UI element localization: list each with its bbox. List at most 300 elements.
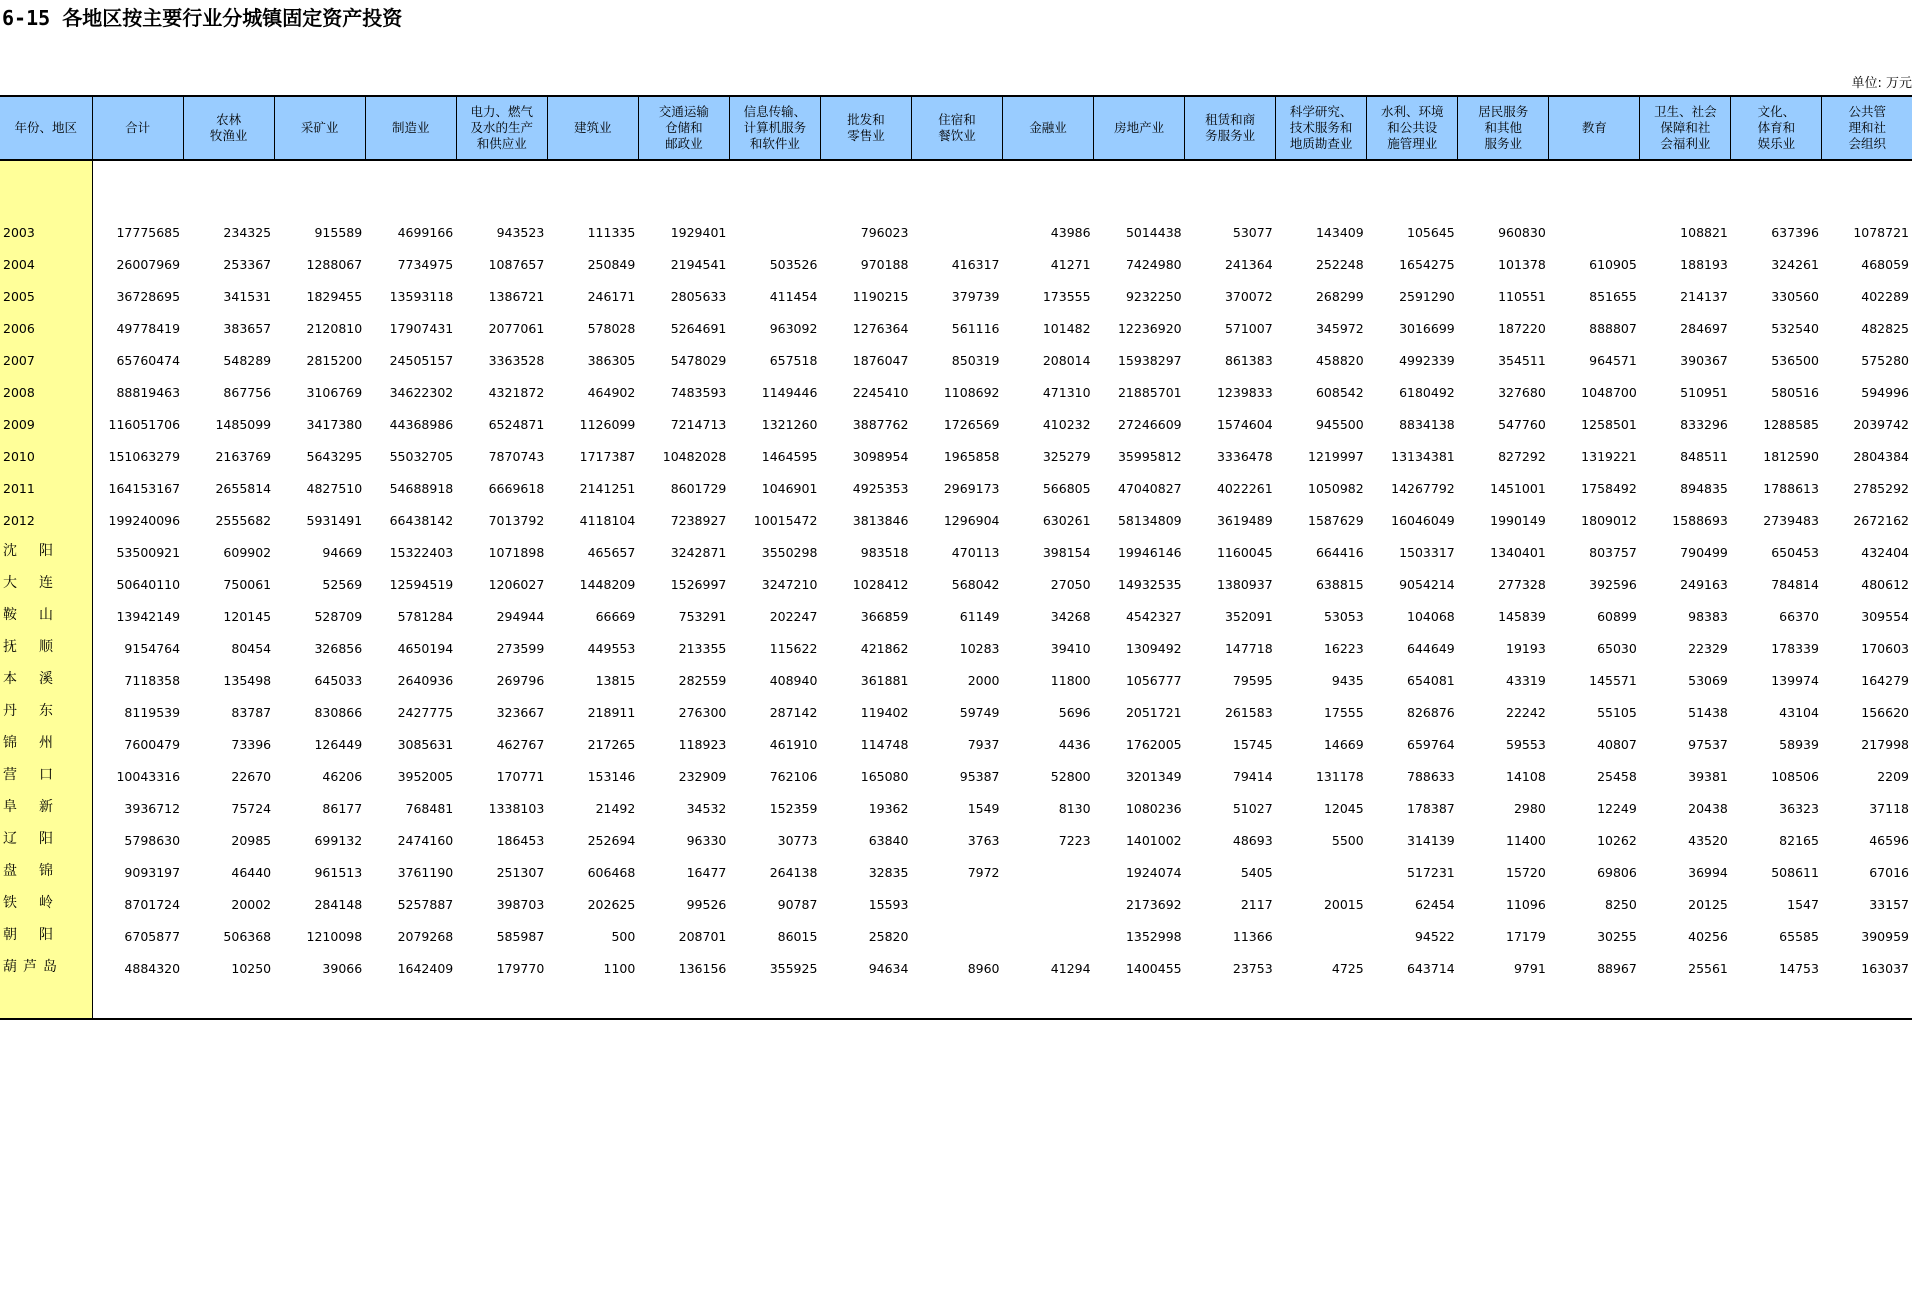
table-cell: 1788613 (1763, 481, 1819, 496)
table-cell: 165080 (860, 769, 909, 784)
table-row (0, 304, 1912, 336)
table-cell: 10283 (959, 641, 1000, 656)
table-cell: 1050982 (1308, 481, 1364, 496)
row-label: 2010 (0, 432, 92, 464)
table-cell: 1340401 (1490, 545, 1546, 560)
table-cell: 3247210 (761, 577, 818, 592)
table-cell: 461910 (769, 737, 818, 752)
row-label: 2008 (0, 368, 92, 400)
column-header: 信息传输、 计算机服务 和软件业 (729, 96, 820, 160)
table-cell: 508611 (1771, 865, 1819, 880)
table-row (0, 720, 1912, 752)
table-cell: 287142 (769, 705, 818, 720)
table-cell (1549, 208, 1640, 240)
table-cell: 284697 (1680, 321, 1728, 336)
table-cell: 7870743 (488, 449, 545, 464)
table-cell: 269796 (496, 673, 545, 688)
table-cell: 43520 (1688, 833, 1728, 848)
table-cell: 16223 (1323, 641, 1364, 656)
table-cell: 830866 (314, 705, 363, 720)
table-cell: 1547 (1787, 897, 1819, 912)
table-cell (1367, 160, 1458, 208)
table-cell: 1464595 (761, 449, 818, 464)
table-cell: 2000 (967, 673, 1000, 688)
table-cell: 44368986 (389, 417, 454, 432)
table-cell: 79595 (1232, 673, 1273, 688)
table-cell (729, 208, 820, 240)
table-cell: 1190215 (852, 289, 909, 304)
table-cell (274, 160, 365, 208)
table-cell: 5931491 (306, 513, 363, 528)
table-cell: 528709 (314, 609, 363, 624)
table-cell: 98383 (1688, 609, 1728, 624)
table-cell: 3417380 (306, 417, 363, 432)
table-cell (274, 976, 365, 1019)
table-cell: 25561 (1688, 961, 1728, 976)
table-cell: 34268 (1050, 609, 1091, 624)
table-cell (365, 160, 456, 208)
table-cell: 19193 (1506, 641, 1546, 656)
table-cell: 323667 (496, 705, 545, 720)
table-cell (183, 160, 274, 208)
table-cell: 80454 (231, 641, 272, 656)
row-label: 铁岭 (0, 880, 92, 912)
table-cell: 88819463 (116, 385, 181, 400)
table-cell: 1400455 (1125, 961, 1182, 976)
table-cell: 152359 (769, 801, 818, 816)
table-cell: 366859 (860, 609, 909, 624)
table-cell: 6669618 (488, 481, 545, 496)
table-cell: 482825 (1861, 321, 1909, 336)
table-cell: 1126099 (579, 417, 636, 432)
table-cell: 547760 (1498, 417, 1546, 432)
table-cell: 585987 (496, 929, 545, 944)
table-cell: 15938297 (1117, 353, 1182, 368)
table-cell (1549, 160, 1640, 208)
table-cell: 7937 (967, 737, 1000, 752)
table-cell: 7214713 (670, 417, 727, 432)
table-cell: 2804384 (1853, 449, 1909, 464)
table-cell: 7600479 (124, 737, 181, 752)
table-cell: 867756 (223, 385, 272, 400)
table-cell (638, 976, 729, 1019)
table-cell: 46596 (1869, 833, 1909, 848)
table-cell: 3016699 (1399, 321, 1455, 336)
table-cell: 784814 (1771, 577, 1819, 592)
table-row (0, 880, 1912, 912)
table-cell (92, 976, 183, 1019)
table-row (0, 848, 1912, 880)
table-cell: 3363528 (488, 353, 545, 368)
table-cell: 1319221 (1581, 449, 1637, 464)
header-row (0, 96, 1912, 160)
table-cell: 164153167 (108, 481, 181, 496)
table-cell: 67016 (1869, 865, 1909, 880)
table-cell: 5014438 (1125, 225, 1182, 240)
table-cell: 10043316 (116, 769, 181, 784)
table-cell: 83787 (231, 705, 272, 720)
table-cell: 43319 (1506, 673, 1546, 688)
table-cell: 16477 (686, 865, 727, 880)
row-label: 抚顺 (0, 624, 92, 656)
table-cell: 2209 (1877, 769, 1909, 784)
table-cell: 1812590 (1763, 449, 1819, 464)
table-cell: 153146 (587, 769, 636, 784)
table-cell: 51027 (1232, 801, 1273, 816)
table-cell: 943523 (496, 225, 545, 240)
table-cell: 464902 (587, 385, 636, 400)
page-title: 6-15 各地区按主要行业分城镇固定资产投资 (2, 6, 403, 30)
table-cell (547, 160, 638, 208)
table-cell: 762106 (769, 769, 818, 784)
table-cell: 3085631 (397, 737, 454, 752)
table-cell: 7972 (967, 865, 1000, 880)
table-cell: 135498 (223, 673, 272, 688)
table-cell: 654081 (1407, 673, 1455, 688)
table-cell: 1100 (603, 961, 636, 976)
table-cell: 2117 (1240, 897, 1273, 912)
table-cell: 1588693 (1672, 513, 1728, 528)
table-cell: 7013792 (488, 513, 545, 528)
table-cell (1276, 976, 1367, 1019)
table-cell (820, 976, 911, 1019)
table-cell: 1071898 (488, 545, 545, 560)
table-cell: 36994 (1688, 865, 1728, 880)
column-header: 交通运输 仓储和 邮政业 (638, 96, 729, 160)
table-cell: 8119539 (124, 705, 181, 720)
table-cell: 12045 (1323, 801, 1364, 816)
table-row (0, 368, 1912, 400)
table-cell: 94634 (868, 961, 909, 976)
table-cell: 187220 (1498, 321, 1546, 336)
table-cell: 1503317 (1399, 545, 1455, 560)
table-cell: 15745 (1232, 737, 1273, 752)
table-cell: 1219997 (1308, 449, 1364, 464)
table-cell: 566805 (1042, 481, 1091, 496)
table-cell: 5405 (1240, 865, 1273, 880)
table-cell: 62454 (1414, 897, 1455, 912)
table-cell: 361881 (860, 673, 909, 688)
table-cell: 1726569 (943, 417, 1000, 432)
table-cell: 218911 (587, 705, 636, 720)
table-cell: 186453 (496, 833, 545, 848)
table-cell: 35995812 (1117, 449, 1182, 464)
table-cell: 8130 (1058, 801, 1091, 816)
table-cell (1276, 160, 1367, 208)
table-cell: 2194541 (670, 257, 727, 272)
table-cell: 179770 (496, 961, 545, 976)
table-cell: 506368 (223, 929, 272, 944)
table-cell (1276, 848, 1367, 880)
table-cell: 30255 (1597, 929, 1637, 944)
table-cell: 90787 (777, 897, 818, 912)
table-cell: 51438 (1688, 705, 1728, 720)
table-cell: 232909 (678, 769, 727, 784)
table-cell: 82165 (1779, 833, 1819, 848)
table-cell: 536500 (1771, 353, 1819, 368)
table-cell: 699132 (314, 833, 363, 848)
column-header: 水利、环境 和公共设 施管理业 (1367, 96, 1458, 160)
table-cell: 30773 (777, 833, 818, 848)
table-cell: 1239833 (1216, 385, 1273, 400)
table-cell: 1276364 (852, 321, 909, 336)
table-cell (547, 976, 638, 1019)
column-header: 卫生、社会 保障和社 会福利业 (1640, 96, 1731, 160)
table-cell (1003, 912, 1094, 944)
column-header: 金融业 (1003, 96, 1094, 160)
table-cell: 99526 (686, 897, 727, 912)
table-cell: 2427775 (397, 705, 454, 720)
table-cell: 208014 (1042, 353, 1091, 368)
table-cell: 15593 (868, 897, 909, 912)
table-cell: 13942149 (116, 609, 181, 624)
table-cell: 964571 (1589, 353, 1637, 368)
table-cell: 22242 (1506, 705, 1546, 720)
table-cell: 63840 (868, 833, 909, 848)
table-cell: 66370 (1779, 609, 1819, 624)
table-cell: 10250 (231, 961, 272, 976)
table-cell: 1448209 (579, 577, 636, 592)
table-cell: 1758492 (1581, 481, 1637, 496)
table-cell: 402289 (1861, 289, 1909, 304)
table-cell: 11096 (1506, 897, 1546, 912)
table-cell: 97537 (1688, 737, 1728, 752)
table-cell: 53053 (1323, 609, 1364, 624)
table-cell: 4321872 (488, 385, 545, 400)
table-cell: 8834138 (1399, 417, 1455, 432)
table-cell: 20438 (1688, 801, 1728, 816)
table-cell: 284148 (314, 897, 363, 912)
table-cell: 115622 (769, 641, 818, 656)
table-cell: 34622302 (389, 385, 454, 400)
table-cell: 52569 (322, 577, 363, 592)
table-cell: 170771 (496, 769, 545, 784)
table-cell (1549, 976, 1640, 1019)
table-cell: 164279 (1861, 673, 1909, 688)
unit-label: 单位: 万元 (1851, 76, 1912, 91)
table-cell: 120145 (223, 609, 272, 624)
table-cell: 217998 (1861, 737, 1909, 752)
table-cell (911, 208, 1002, 240)
table-cell: 14108 (1506, 769, 1546, 784)
table-cell: 345972 (1315, 321, 1364, 336)
table-cell: 36323 (1779, 801, 1819, 816)
table-cell: 1296904 (943, 513, 1000, 528)
table-cell: 9093197 (124, 865, 181, 880)
table-cell (638, 160, 729, 208)
column-header: 建筑业 (547, 96, 638, 160)
table-cell: 7734975 (397, 257, 454, 272)
table-cell: 208701 (678, 929, 727, 944)
table-cell: 826876 (1407, 705, 1455, 720)
table-row (0, 688, 1912, 720)
table-cell: 7118358 (124, 673, 181, 688)
row-label: 盘锦 (0, 848, 92, 880)
table-row (0, 240, 1912, 272)
table-cell: 1965858 (943, 449, 1000, 464)
row-label: 2003 (0, 208, 92, 240)
table-cell: 465657 (587, 545, 636, 560)
table-cell: 1338103 (488, 801, 545, 816)
table-cell: 324261 (1771, 257, 1819, 272)
table-cell: 61149 (959, 609, 1000, 624)
table-cell: 449553 (587, 641, 636, 656)
table-cell: 41271 (1050, 257, 1091, 272)
table-cell: 19946146 (1117, 545, 1182, 560)
table-cell: 14267792 (1391, 481, 1455, 496)
table-cell: 5798630 (124, 833, 181, 848)
table-cell: 86015 (777, 929, 818, 944)
table-cell: 1762005 (1125, 737, 1182, 752)
table-cell: 43986 (1050, 225, 1091, 240)
table-cell: 101482 (1042, 321, 1091, 336)
table-cell: 768481 (405, 801, 454, 816)
table-cell: 79414 (1232, 769, 1273, 784)
table-cell: 47040827 (1117, 481, 1182, 496)
table-cell: 12249 (1597, 801, 1637, 816)
table-cell: 468059 (1861, 257, 1909, 272)
table-cell: 1876047 (852, 353, 909, 368)
table-cell: 24505157 (389, 353, 454, 368)
table-cell: 1309492 (1125, 641, 1182, 656)
table-cell: 147718 (1224, 641, 1273, 656)
table-cell: 246171 (587, 289, 636, 304)
table-cell: 753291 (678, 609, 727, 624)
table-cell: 23753 (1232, 961, 1273, 976)
table-cell: 9232250 (1125, 289, 1182, 304)
table-cell: 14753 (1779, 961, 1819, 976)
table-cell: 386305 (587, 353, 636, 368)
table-cell: 251307 (496, 865, 545, 880)
table-cell: 1990149 (1490, 513, 1546, 528)
table-cell: 5781284 (397, 609, 454, 624)
table-cell: 19362 (868, 801, 909, 816)
table-cell: 1380937 (1216, 577, 1273, 592)
table-cell (820, 160, 911, 208)
table-cell: 571007 (1224, 321, 1273, 336)
blank-row (0, 976, 1912, 1019)
table-cell: 578028 (587, 321, 636, 336)
row-label: 营口 (0, 752, 92, 784)
table-cell: 594996 (1861, 385, 1909, 400)
table-cell: 2969173 (943, 481, 1000, 496)
table-cell (1003, 848, 1094, 880)
table-cell: 458820 (1315, 353, 1364, 368)
table-cell: 20002 (231, 897, 272, 912)
table-cell: 16046049 (1391, 513, 1455, 528)
table-cell: 503526 (769, 257, 818, 272)
table-row (0, 560, 1912, 592)
table-cell: 1078721 (1853, 225, 1909, 240)
table-cell: 325279 (1042, 449, 1091, 464)
table-cell: 2655814 (215, 481, 272, 496)
table-cell: 510951 (1680, 385, 1728, 400)
table-cell: 643714 (1407, 961, 1455, 976)
table-cell: 25458 (1597, 769, 1637, 784)
table-cell (1185, 160, 1276, 208)
table-cell: 532540 (1771, 321, 1819, 336)
table-cell: 116051706 (108, 417, 181, 432)
table-cell: 13815 (595, 673, 636, 688)
table-cell: 151063279 (108, 449, 181, 464)
table-cell: 9054214 (1399, 577, 1455, 592)
table-cell: 637396 (1771, 225, 1819, 240)
table-cell: 750061 (223, 577, 272, 592)
table-cell: 294944 (496, 609, 545, 624)
table-cell: 6705877 (124, 929, 181, 944)
table-cell: 252694 (587, 833, 636, 848)
table-cell: 13593118 (389, 289, 454, 304)
table-cell: 40256 (1688, 929, 1728, 944)
table-cell: 4884320 (124, 961, 181, 976)
table-cell: 379739 (951, 289, 1000, 304)
table-cell: 25820 (868, 929, 909, 944)
table-cell: 53069 (1688, 673, 1728, 688)
table-cell: 114748 (860, 737, 909, 752)
table-cell: 2120810 (306, 321, 363, 336)
table-cell: 645033 (314, 673, 363, 688)
table-cell: 4827510 (306, 481, 363, 496)
table-cell: 66438142 (389, 513, 454, 528)
table-cell: 48693 (1232, 833, 1273, 848)
table-cell: 26007969 (116, 257, 181, 272)
table-cell: 253367 (223, 257, 272, 272)
table-cell: 178387 (1407, 801, 1455, 816)
table-cell (1003, 880, 1094, 912)
table-cell: 432404 (1861, 545, 1909, 560)
table-cell: 1056777 (1125, 673, 1182, 688)
table-cell: 1929401 (670, 225, 727, 240)
table-cell: 95387 (959, 769, 1000, 784)
table-cell: 462767 (496, 737, 545, 752)
table-cell: 326856 (314, 641, 363, 656)
table-cell: 575280 (1861, 353, 1909, 368)
table-cell: 10482028 (662, 449, 727, 464)
table-cell: 20125 (1688, 897, 1728, 912)
table-cell: 888807 (1589, 321, 1637, 336)
table-cell: 983518 (860, 545, 909, 560)
table-cell: 1206027 (488, 577, 545, 592)
table-cell: 96330 (686, 833, 727, 848)
table-cell: 94522 (1414, 929, 1455, 944)
table-cell: 39381 (1688, 769, 1728, 784)
table-cell: 568042 (951, 577, 1000, 592)
table-cell: 580516 (1771, 385, 1819, 400)
row-label: 2011 (0, 464, 92, 496)
table-cell: 34532 (686, 801, 727, 816)
table-cell: 2173692 (1125, 897, 1182, 912)
table-cell: 110551 (1498, 289, 1546, 304)
table-cell: 3242871 (670, 545, 727, 560)
table-cell (1458, 976, 1549, 1019)
table-cell (92, 160, 183, 208)
table-cell: 241364 (1224, 257, 1273, 272)
table-cell: 608542 (1315, 385, 1364, 400)
table-cell: 173555 (1042, 289, 1091, 304)
row-label: 2007 (0, 336, 92, 368)
table-cell: 6524871 (488, 417, 545, 432)
table-cell: 261583 (1224, 705, 1273, 720)
table-cell: 3936712 (124, 801, 181, 816)
table-cell: 8250 (1605, 897, 1637, 912)
table-cell: 644649 (1407, 641, 1455, 656)
table-cell: 4542327 (1125, 609, 1182, 624)
table-cell: 8601729 (670, 481, 727, 496)
table-cell: 2785292 (1853, 481, 1909, 496)
table-cell (1640, 160, 1731, 208)
table-cell: 14669 (1323, 737, 1364, 752)
table-cell: 4650194 (397, 641, 454, 656)
